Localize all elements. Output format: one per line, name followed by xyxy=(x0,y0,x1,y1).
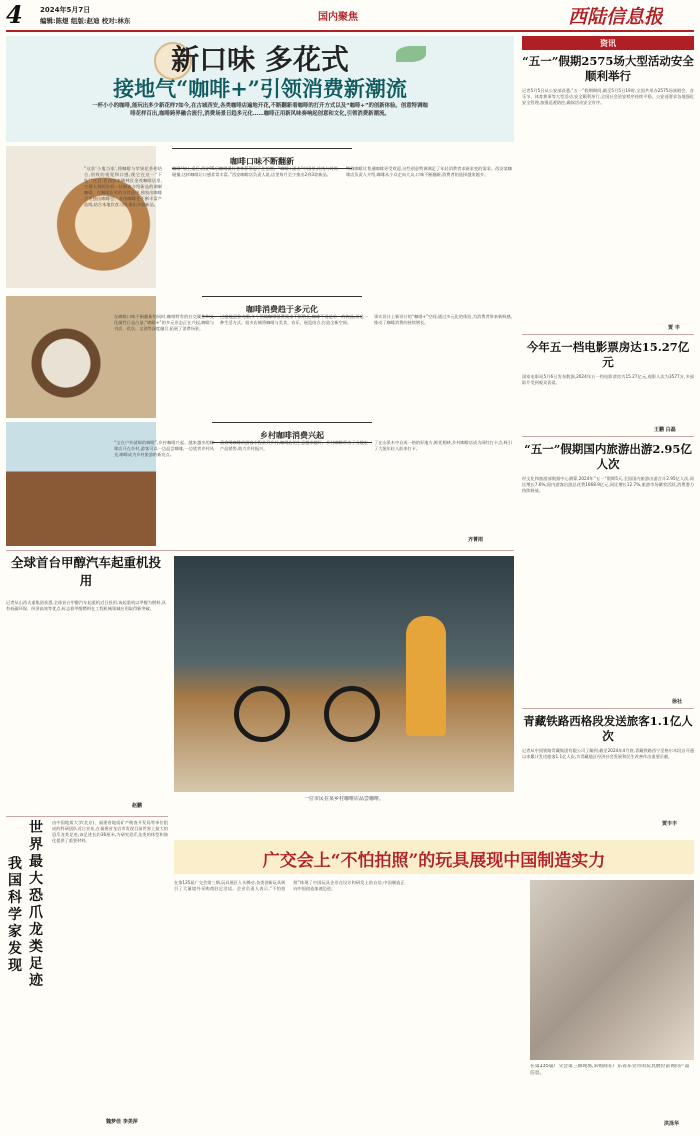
brief-3-body: 经文化和旅游部数据中心测算,2024年“五一”假期5天,全国国内旅游出游合计2.95亿人次,同比增长7.6%;国内游客出游总花费1668.9亿元,同比增长12.7%,旅游市场繁荣活跃,消费潜力持续释放。 xyxy=(522,476,694,493)
subhead-3-label: 乡村咖啡消费兴起 xyxy=(260,431,324,440)
toys-headline-bar xyxy=(174,840,694,874)
coffee-para-9: 了在山景木中自成一格的好地方,鲜花相映,乡村咖啡店成为网红打卡点,吸引了大批年轻人前来打卡。 xyxy=(374,440,512,451)
issue-date: 2024年5月7日 xyxy=(40,6,91,14)
dino-headline-1: 世界最大恐爪龙类足迹 xyxy=(29,820,43,989)
car-author: 赵鹏 xyxy=(132,803,143,809)
coffee-lead: 一杯小小的咖啡,能玩出多少新花样?如今,在古城西安,各类咖啡店遍地开花,不断翻新着咖啡的打开方式以及“咖啡+”的创新体验。创意特调咖啡花样百出,咖啡跨界融合流行,消费场景日趋多元化……咖啡正用新风味奏响起创意和文化,引领消费新潮流。 xyxy=(92,103,428,117)
coffee-main-photo xyxy=(174,556,514,792)
editors-line: 编辑:陈煜 组版:赵迪 校对:林东 xyxy=(40,17,131,25)
subhead-1-label: 咖啡口味不断翻新 xyxy=(230,157,294,166)
briefs-column xyxy=(522,36,694,834)
brief-4-body: 记者从中国铁路青藏集团有限公司了解到,截至2024年4月底,青藏铁路西宁至格尔木段自开通以来累计发送旅客1.1亿人次,为青藏地区经济社会发展和民生改善作出重要贡献。 xyxy=(522,748,694,759)
coffee-section-2 xyxy=(6,296,514,418)
coffee-author: 齐菁雨 xyxy=(468,537,484,543)
subhead-2-label: 咖啡消费趋于多元化 xyxy=(246,305,318,314)
toys-author: 洪泽华 xyxy=(664,1121,680,1127)
coffee-para-7: “宝在户外就喝的咖啡”,乡村咖啡兴起。越来越多的咖啡店开在乡村,游客可以一边品尝咖啡,一边欣赏乡村风光,咖啡成为乡村旅游的新亮点。 xyxy=(114,440,214,457)
brief-divider-3 xyxy=(522,708,694,709)
briefs-label: 资讯 xyxy=(600,39,616,48)
person-figure xyxy=(406,616,446,736)
coffee-para-1: “这款‘小鬼当家’,将咖啡与苹果花茶相结合,别致的视觉和口感,使它在这一“下坠”“区目,在西安市碑林区金茂咖啡店里,主理人刘明告诉一位顾客介绍新品的调制咖啡。在咖啡店里的各饮品中,独家出咖啡豆更独出咖啡豆。金茂咖啡在不断丰富产品线,结合本地饮食习惯,推出多款新品。 xyxy=(84,166,162,207)
brief-2-headline: 今年五一档电影票房达15.27亿元 xyxy=(526,340,690,369)
brief-divider-2 xyxy=(522,436,694,437)
coffee-para-4: 在咖啡口味不断翻新的同时,咖啡特有的社交属性和文化属性日益凸显,“咖啡+”的多元业态正在兴起,咖啡与书店、花店、文创等深度融合,拓展了消费场景。 xyxy=(114,314,214,331)
bicycle-wheel xyxy=(324,686,380,742)
coffee-section-3 xyxy=(6,422,514,546)
page-number: 4 xyxy=(6,0,23,29)
toys-caption: 在第135届广交会第三期现场,采购商在广东省东莞市的玩具展位前询问产品信息。 xyxy=(530,1064,690,1076)
dino-author: 魏梦佳 李美萍 xyxy=(106,1119,138,1125)
brief-2-author: 王鹏 白磊 xyxy=(654,427,676,433)
coffee-header xyxy=(6,36,514,142)
dino-body: 由中国地质大学(北京)、福建省地质矿产勘查开发局等单位组成的科研团队近日宣布,在福建省龙岩市发现目前世界上最大的恐爪龙类足迹,该足迹长约36厘米,为研究恐爪龙类的体型和演化提供了重要材料。 xyxy=(52,820,168,843)
car-headline: 全球首台甲醇汽车起重机投用 xyxy=(10,555,161,588)
brief-3-author: 徐社 xyxy=(672,699,683,705)
toys-body: 在第135届广交会第三期,玩具展区人头攒动,各类创新玩具吸引了大量境外采购商驻足洽谈。企业负责人表示,“不怕拍照”体现了中国玩具企业在设计和研发上的自信,中国制造正向中国创造加速迈进。 xyxy=(174,880,405,891)
car-article xyxy=(6,554,168,812)
toys-photo xyxy=(530,880,694,1060)
brief-2-body: 国家电影局5月6日发布数据,2024年五一档电影票房为15.27亿元,观影人次为3577万,多部影片受到观众喜爱。 xyxy=(522,374,694,385)
brief-divider-1 xyxy=(522,334,694,335)
coffee-para-5: 过度地迎着大潮,多个领域咖啡消费需求不断增长,咖啡不再是单一的饮品,而是一种生活方式。很多店铺将咖啡与美食、音乐、展览结合,打造全新空间。 xyxy=(220,314,368,325)
masthead xyxy=(0,0,700,30)
coffee-para-3: 特调咖啡比普通咖啡更受欢迎,这些创意特调满足了年轻消费者求新求变的需求。西安某咖啡店负责人介绍,咖啡从小众走向大众,口味不断翻新,消费者的选择越来越多。 xyxy=(346,166,512,177)
masthead-rule xyxy=(6,30,694,32)
bicycle-shape xyxy=(234,686,290,742)
toys-article xyxy=(174,840,694,1132)
brief-3-headline: “五一”假期国内旅游出游2.95亿人次 xyxy=(524,442,692,471)
section-name: 国内聚焦 xyxy=(318,12,358,23)
coffee-section-1 xyxy=(6,146,514,288)
brief-4-author: 贾丰丰 xyxy=(662,821,678,827)
divider-left-top xyxy=(6,550,514,551)
brief-1-body: 记者5月5日从公安部获悉,“五一”假期期间,截至5月5日19时,全国共举办2575场演唱会、音乐节、体育赛事等大型活动,安全顺利举行,全国社会治安秩序持续平稳。公安部要求各地强化安全管理,加强巡逻防控,确保活动安全有序。 xyxy=(522,88,694,105)
photo-caption: 一位市民在某乡村咖啡店品尝咖啡。 xyxy=(303,796,384,802)
coffee-para-2: 咖啡“加上桌后,西安95后咖啡爱好者李菲菲忍不住拍照。“咖啡+面点”中国茶,传统与时尚碰撞,这样咖啡让口感非常丰富。”西安咖啡店负责人说,店里每月至少推出2到3款新品。 xyxy=(172,166,338,177)
coffee-title-sub: 接地气“咖啡+”引领消费新潮流 xyxy=(113,76,407,101)
coffee-para-6: 事实设计上新设计的“咖啡+”空间,通过多元化的体验,为消费者带来新鲜感,推动了咖啡消费的持续增长。 xyxy=(374,314,512,325)
brief-4-headline: 青藏铁路西格段发送旅客1.1亿人次 xyxy=(523,714,693,743)
coffee-title-main: 新口味 多花式 xyxy=(171,43,349,76)
toys-headline: 广交会上“不怕拍照”的玩具展现中国制造实力 xyxy=(262,851,606,871)
brief-1-author: 贾 丰 xyxy=(668,325,680,331)
paper-logo: 西陆信息报 xyxy=(568,6,664,28)
car-body: 记者从山西太重集团获悉,全球首台甲醇汽车起重机近日投用,该起重机以甲醇为燃料,具有低碳环保、经济高效等优点,标志着甲醇燃料在工程机械领域应用取得新突破。 xyxy=(6,600,166,611)
divider-left-mid xyxy=(6,816,168,817)
dino-headline-2: 我国科学家发现 xyxy=(8,856,22,974)
dino-article xyxy=(6,820,168,1130)
brief-1-headline: “五一”假期2575场大型活动安全顺利举行 xyxy=(522,54,694,83)
coffee-para-8: 喜欢喝咖啡的游客专程来到乡村,咖啡店的生意越来越好。乡村咖啡带动了当地农产品销售,助力乡村振兴。 xyxy=(220,440,368,451)
briefs-label-bar xyxy=(522,36,694,50)
